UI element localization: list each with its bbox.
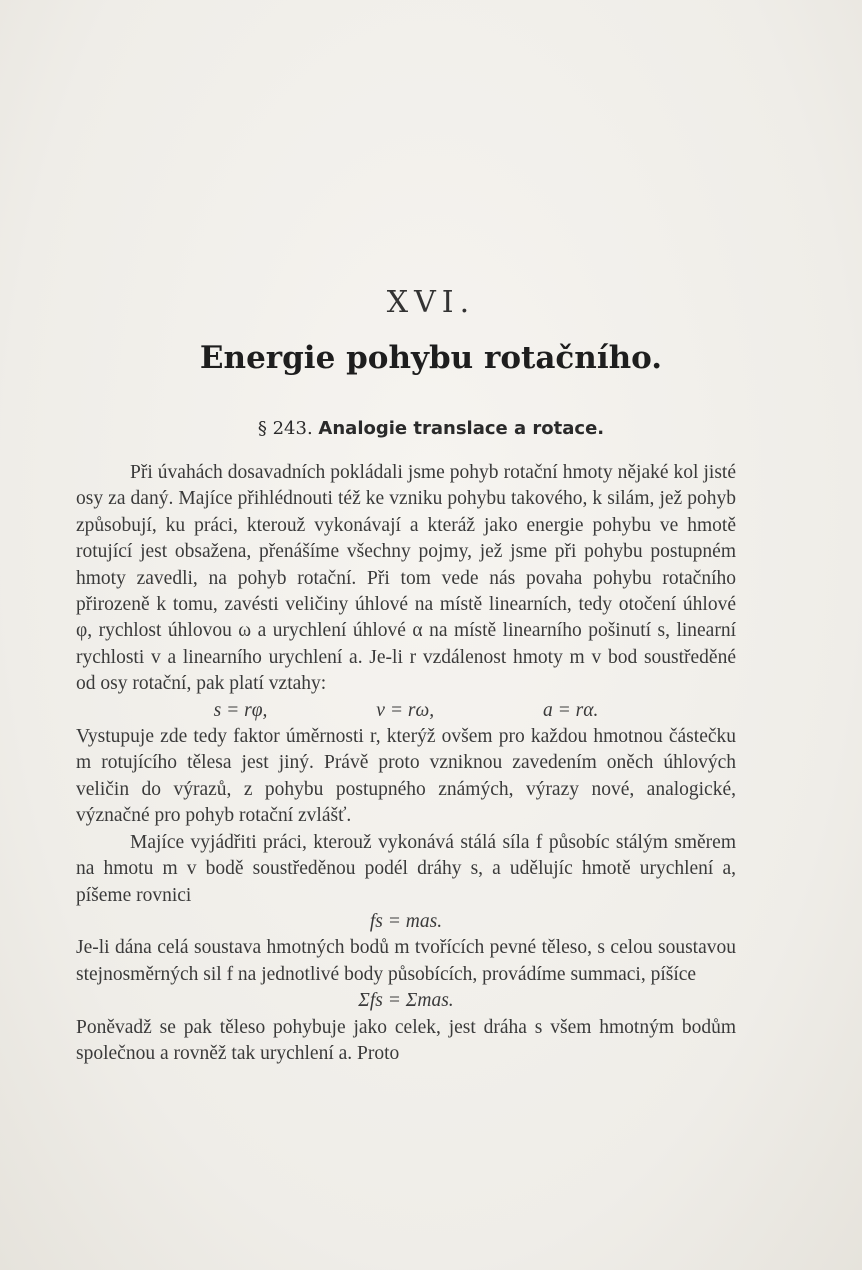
section-label: § 243. <box>257 418 313 439</box>
paragraph-1: Při úvahách dosavadních pokládali jsme pohyb rotační hmoty nějaké kol jisté osy za daný. Majíce přihlédnouti též ke vzniku pohybu takového, k silám, jež pohyb způsobují, ku práci, kterouž vykonávají a kteráž jako energie pohybu ve hmotě rotující jest obsažena, přenášíme všechny pojmy, jež jsme při pohybu postupném hmoty zavedli, na pohyb rotační. Při tom vede nás povaha pohybu rotačního přirozeně k tomu, zavésti veličiny úhlové na místě linearních, tedy otočení úhlové φ, rychlost úhlovou ω a urychlení úhlové α na místě linearního pošinutí s, linearní rychlosti v a linearního urychlení a. Je-li r vzdálenost hmoty m v bod soustředěné od osy rotační, pak platí vztahy: <box>76 462 736 695</box>
chapter-number: XVI. <box>386 285 476 320</box>
section-title: Analogie translace a rotace. <box>318 418 605 439</box>
chapter-title: Energie pohybu rotačního. <box>199 340 663 376</box>
paragraph-3: Majíce vyjádřiti práci, kterouž vykonává stálá síla f působíc stálým směrem na hmotu m v bodě soustředěnou podél dráhy s, a udělujíc hmotě urychlení a, píšeme rovnici <box>76 831 736 906</box>
formula-sum: Σfs = Σmas. <box>358 990 454 1012</box>
formula-a: a = rα. <box>542 699 599 721</box>
body-text <box>76 460 736 1067</box>
formula-relations <box>76 698 736 724</box>
section-heading <box>0 418 862 439</box>
paragraph-4: Je-li dána celá soustava hmotných bodů m tvořících pevné těleso, s celou soustavou stejnosměrných sil f na jednotlivé body působících, provádíme summaci, píšíce <box>76 937 736 985</box>
paragraph-5: Poněvadž se pak těleso pohybuje jako celek, jest dráha s všem hmotným bodům společnou a rovněž tak urychlení a. Proto <box>76 1016 736 1064</box>
formula-work: fs = mas. <box>369 910 443 932</box>
formula-v: v = rω, <box>376 699 435 721</box>
paragraph-2: Vystupuje zde tedy faktor úměrnosti r, kterýž ovšem pro každou hmotnou částečku m rotujícího tělesa jest jiný. Právě proto vzniknou zavedením oněch úhlových veličin do výrazů, z pohybu postupného známých, výrazy nové, analogické, význačné pro pohyb rotační zvlášť. <box>76 726 736 827</box>
formula-s: s = rφ, <box>213 699 268 721</box>
